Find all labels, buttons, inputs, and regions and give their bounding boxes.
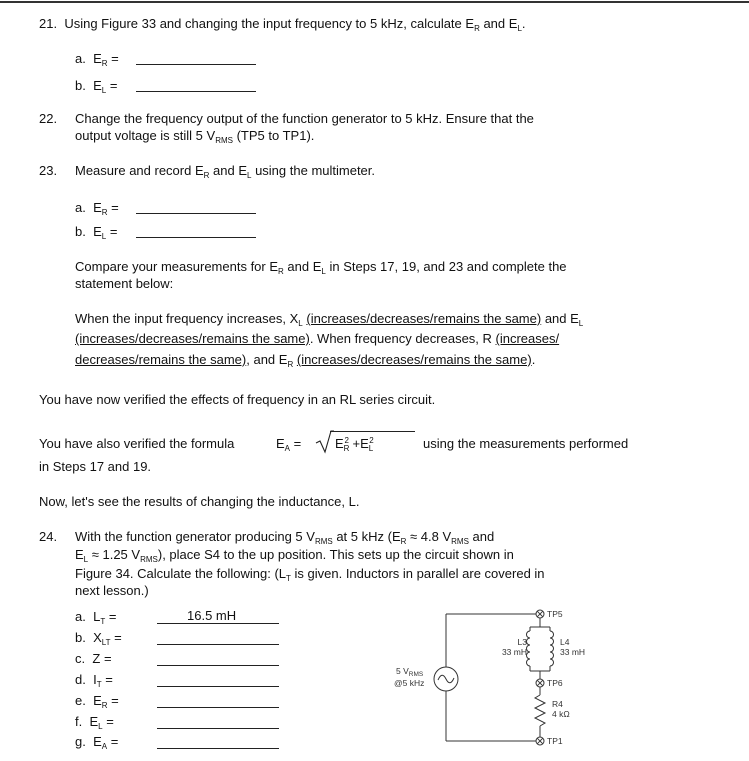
circuit-figure-34	[390, 605, 640, 751]
q24-item-answer-blank[interactable]	[157, 644, 279, 645]
choice-el[interactable]: (increases/decreases/remains the same)	[75, 331, 310, 346]
when-line1: When the input frequency increases, $X_L$ (increases/decreases/remains the same) and $E_L$	[75, 311, 584, 328]
r4-name: R4	[552, 699, 563, 709]
q24-item-answer-blank[interactable]	[157, 665, 279, 666]
q24-item-label: g. $E_A$ =	[75, 734, 119, 751]
when-line2: (increases/decreases/remains the same). When frequency decreases, R (increases/	[75, 331, 560, 346]
compare-line1: Compare your measurements for $E_R$ and $E_L$ in Steps 17, 19, and 23 and complete the	[75, 259, 567, 276]
q21-b-answer-blank[interactable]	[136, 91, 256, 92]
ac-wave-icon	[438, 675, 454, 683]
now-lets-text: Now, let's see the results of changing the inductance, L.	[39, 494, 360, 509]
verified-frequency-text: You have now verified the effects of frequency in an RL series circuit.	[39, 392, 436, 407]
question-24-line1: With the function generator producing 5 $V_{RMS}$ at 5 kHz ($E_R \approx 4.8$ $V_{RMS}$ and	[75, 529, 495, 546]
sqrt-bar	[330, 431, 415, 432]
choice-xl[interactable]: (increases/decreases/remains the same)	[306, 311, 542, 326]
top-border	[0, 1, 749, 3]
resistor-r4-symbol	[535, 695, 545, 726]
question-24-line4: next lesson.)	[75, 583, 149, 598]
q23-b-answer-blank[interactable]	[136, 237, 256, 238]
choice-er[interactable]: (increases/decreases/remains the same)	[296, 352, 532, 367]
compare-line2: statement below:	[75, 276, 174, 291]
question-24-line3: Figure 34. Calculate the following: ($L_T$ is given. Inductors in parallel are covered in	[75, 566, 545, 583]
tp5-label: TP5	[547, 609, 563, 619]
tp1-label: TP1	[547, 736, 563, 746]
l4-value: 33 mH	[560, 647, 586, 657]
q24-item-answer-blank[interactable]	[157, 686, 279, 687]
inductor-l4-symbol	[550, 631, 554, 666]
formula-radicand: $E_R^2 +E_L^2$	[335, 435, 374, 453]
verified-formula-line2: in Steps 17 and 19.	[39, 459, 152, 474]
source-voltage: 5 $V_{RMS}$	[396, 666, 424, 678]
q23-a-answer-blank[interactable]	[136, 213, 256, 214]
inductor-l3-symbol	[527, 631, 531, 666]
q21-a-label: a. $E_R$ =	[75, 51, 119, 68]
q24-item-label: a. $L_T$ =	[75, 609, 117, 626]
verified-formula-pre: You have also verified the formula	[39, 436, 235, 451]
question-22-line1: Change the frequency output of the function generator to 5 kHz. Ensure that the	[75, 111, 534, 126]
when-line3: decreases/remains the same), and $E_R$ (increases/decreases/remains the same).	[75, 352, 536, 369]
tp6-label: TP6	[547, 678, 563, 688]
choice-r-part2[interactable]: decreases/remains the same)	[75, 352, 247, 367]
q23-b-label: b. $E_L$ =	[75, 224, 118, 241]
question-23-text: Measure and record $E_R$ and $E_L$ using the multimeter.	[75, 163, 376, 180]
q24-item-label: d. $I_T$ =	[75, 672, 113, 689]
q24-item-answer-blank[interactable]	[157, 707, 279, 708]
verified-formula-post: using the measurements performed	[423, 436, 629, 451]
choice-r-part1[interactable]: (increases/	[495, 331, 560, 346]
q21-b-label: b. $E_L$ =	[75, 78, 118, 95]
q24-item-answer-blank[interactable]	[157, 748, 279, 749]
source-frequency: @5 kHz	[394, 678, 425, 688]
q24-item-answer-value: 16.5 mH	[187, 608, 237, 623]
l3-value: 33 mH	[501, 647, 527, 657]
q21-a-answer-blank[interactable]	[136, 64, 256, 65]
question-24-number: 24.	[39, 529, 58, 544]
formula: $E_A$ =	[276, 436, 302, 453]
q24-item-label: c. Z =	[75, 651, 112, 666]
q24-item-label: f. $E_L$ =	[75, 714, 114, 731]
q24-item-label: b. $X_{LT}$ =	[75, 630, 122, 647]
r4-value: 4 kΩ	[552, 709, 570, 719]
question-24-line2: $E_L \approx 1.25$ $V_{RMS}$), place S4 to the up position. This sets up the circuit shown in	[75, 547, 514, 564]
l3-name: L3	[517, 637, 527, 647]
question-22-line2: output voltage is still 5 $V_{RMS}$ (TP5 to TP1).	[75, 128, 315, 145]
question-22-number: 22.	[39, 111, 58, 126]
q23-a-label: a. $E_R$ =	[75, 200, 119, 217]
question-23-number: 23.	[39, 163, 58, 178]
q24-item-label: e. $E_R$ =	[75, 693, 119, 710]
question-21-text: 21. Using Figure 33 and changing the input frequency to 5 kHz, calculate $E_R$ and $E_L$.	[39, 16, 526, 33]
l4-name: L4	[560, 637, 570, 647]
q24-item-answer-blank[interactable]	[157, 728, 279, 729]
